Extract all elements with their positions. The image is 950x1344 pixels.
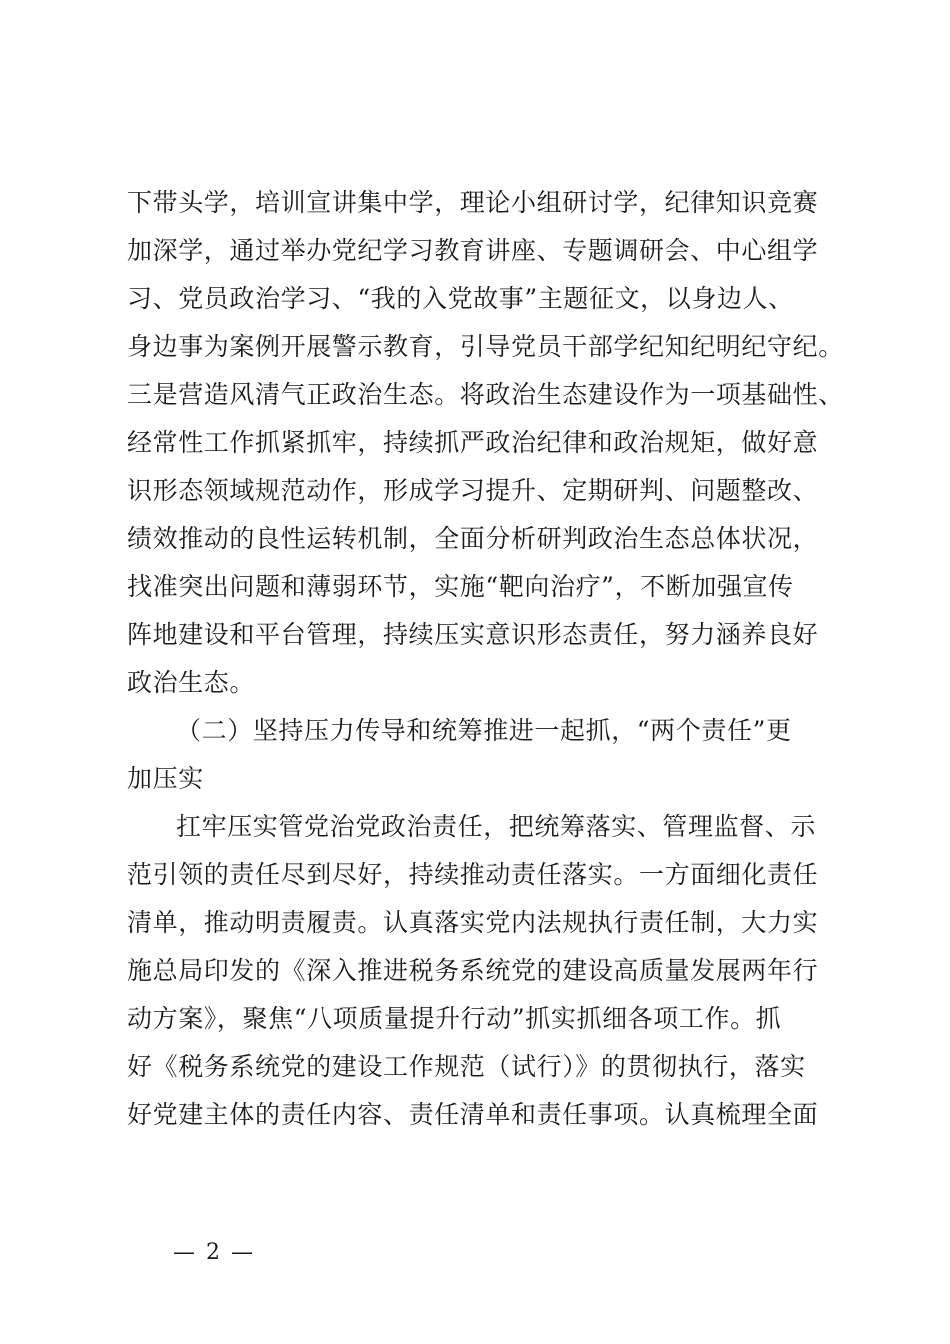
text-line: 三是营造风清气正政治生态。将政治生态建设作为一项基础性、 <box>127 380 844 409</box>
text-line: 绩效推动的良性运转机制，全面分析研判政治生态总体状况， <box>127 524 819 553</box>
section-heading-line: （二）坚持压力传导和统筹推进一起抓，“两个责任”更 <box>176 716 792 745</box>
text-line: 经常性工作抓紧抓牢，持续抓严政治纪律和政治规矩，做好意 <box>127 428 819 457</box>
text-line: 找准突出问题和薄弱环节，实施“靶向治疗”，不断加强宣传 <box>127 572 794 601</box>
text-line: 范引领的责任尽到尽好，持续推动责任落实。一方面细化责任 <box>127 860 819 889</box>
text-line: 阵地建设和平台管理，持续压实意识形态责任，努力涵养良好 <box>127 620 819 649</box>
text-line: 加深学，通过举办党纪学习教育讲座、专题调研会、中心组学 <box>127 236 819 265</box>
text-line: 政治生态。 <box>127 668 256 697</box>
section-heading-line: 加压实 <box>127 764 204 793</box>
page-number: — 2 — <box>173 1240 255 1265</box>
text-line: 扛牢压实管党治党政治责任，把统筹落实、管理监督、示 <box>176 812 817 841</box>
text-line: 清单，推动明责履责。认真落实党内法规执行责任制，大力实 <box>127 908 819 937</box>
text-line: 好党建主体的责任内容、责任清单和责任事项。认真梳理全面 <box>127 1100 819 1129</box>
text-line: 识形态领域规范动作，形成学习提升、定期研判、问题整改、 <box>127 476 819 505</box>
text-line: 习、党员政治学习、“我的入党故事”主题征文，以身边人、 <box>127 284 794 313</box>
text-line: 下带头学，培训宣讲集中学，理论小组研讨学，纪律知识竞赛 <box>127 188 819 217</box>
text-line: 身边事为案例开展警示教育，引导党员干部学纪知纪明纪守纪。 <box>127 332 844 361</box>
text-line: 动方案》，聚焦“八项质量提升行动”抓实抓细各项工作。抓 <box>127 1004 782 1033</box>
text-line: 好《税务系统党的建设工作规范（试行）》的贯彻执行，落实 <box>127 1052 806 1081</box>
text-line: 施总局印发的《深入推进税务系统党的建设高质量发展两年行 <box>127 956 819 985</box>
